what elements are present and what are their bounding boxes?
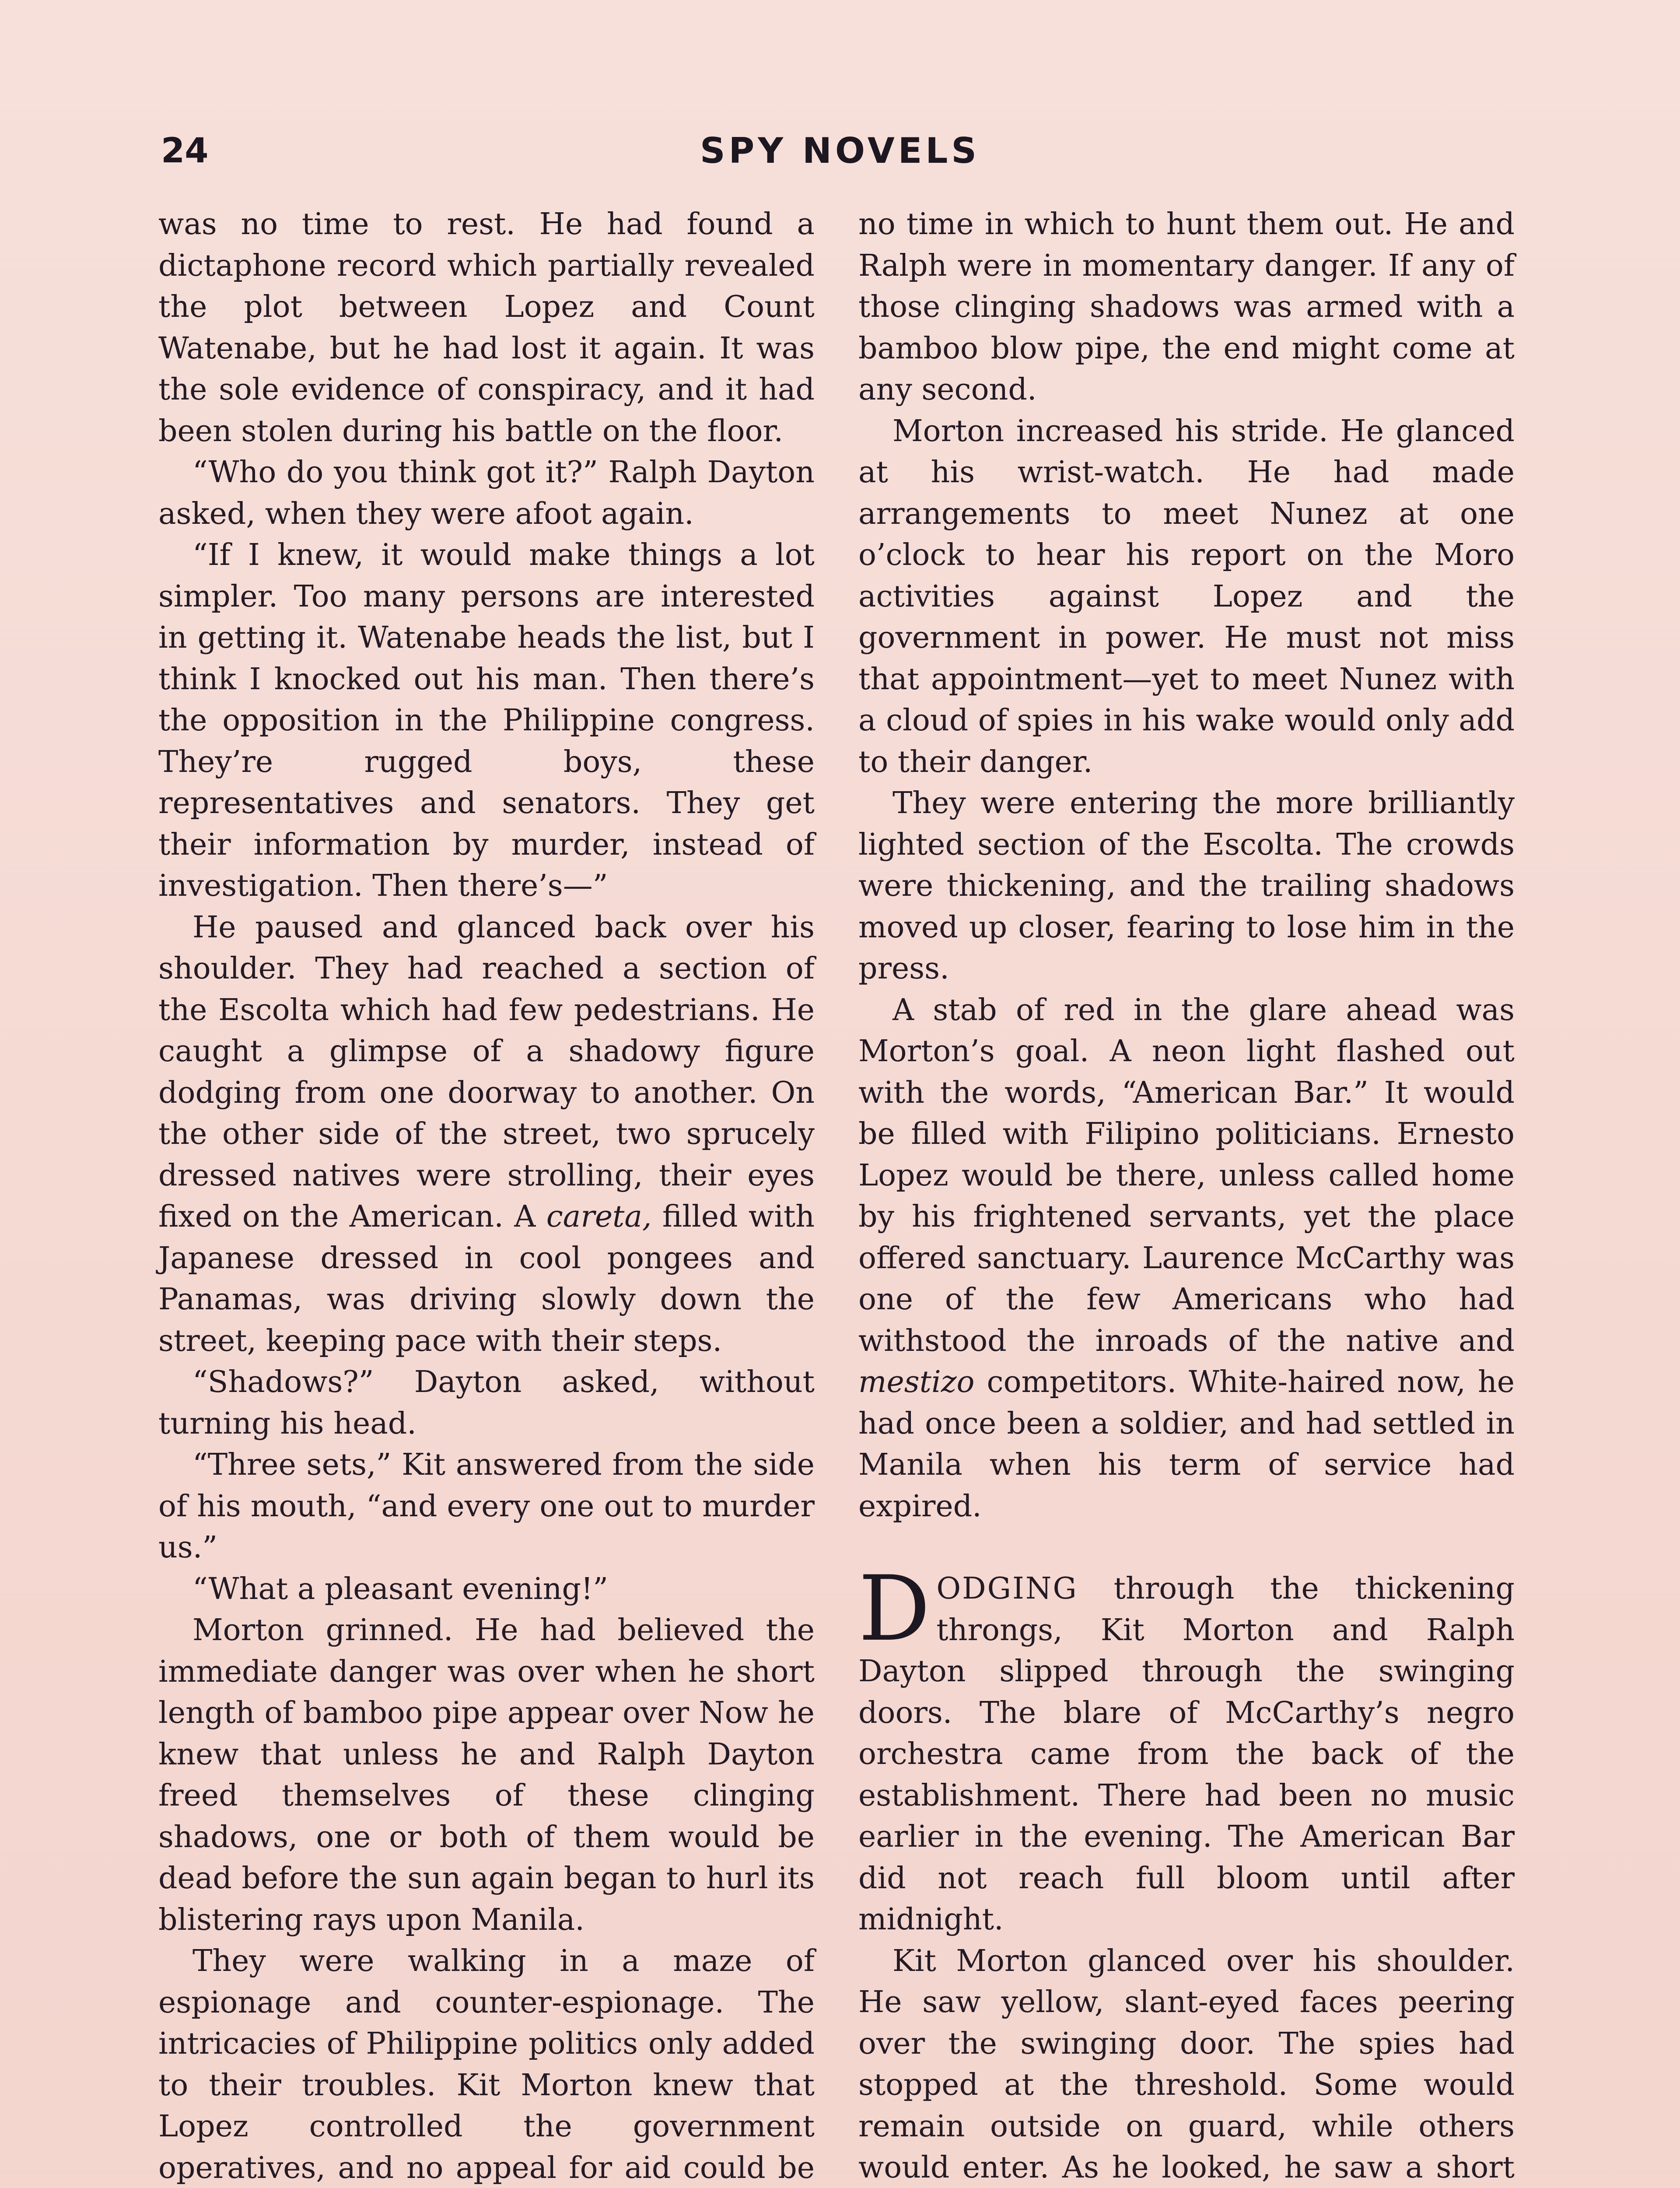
paragraph: “Who do you think got it?” Ralph Dayton asked, when they were afoot again. [158,455,815,531]
running-title: SPY NOVELS [700,130,980,171]
paragraph: “Three sets,” Kit answered from the side of his mouth, “and every one out to murder us.” [158,1448,815,1565]
paragraph-text: filled with Japanese dressed in cool pongees and Panamas, was driving slowly down the street, keeping pace with their steps. [158,1199,815,1358]
paragraph: They were walking in a maze of espionage and counter-espionage. The intricacies of Philippine politics only added to their troubles. Kit Morton knew that Lopez controlled the government operatives, and no appeal for aid could be [158,1944,815,2185]
lead-caps: ODGING [936,1571,1078,1606]
paragraph: “Shadows?” Dayton asked, without turning his head. [158,1365,815,1441]
paragraph-text: He paused and glanced back over his shoulder. They had reached a section of the Escolta which had few pedestrians. He caught a glimpse of a shadowy figure dodging from one doorway to another. On the other side of the street, two sprucely dressed natives were strolling, their eyes fixed on the American. A [158,910,815,1234]
paragraph-text: competitors. White-haired now, he had once been a soldier, and had settled in Manila when his term of service had expired. [858,1365,1515,1524]
paragraph [158,907,815,1362]
section-opening-paragraph [858,1557,1515,1941]
paragraph: no time in which to hunt them out. He and Ralph were in momentary danger. If any of those clinging shadows was armed with a bamboo blow pipe, the end might come at any second. [858,207,1515,407]
paragraph-text: through the thickening throngs, Kit Morton and Ralph Dayton slipped through the swinging doors. The blare of McCarthy’s negro orchestra came from the back of the establishment. There had been no music earlier in the evening. The American Bar did not reach full bloom until after midnight. [858,1571,1515,1937]
paragraph: Morton increased his stride. He glanced at his wrist-watch. He had made arrangements to meet Nunez at one o’clock to hear his report on the Moro activities against Lopez and the government in power. He must not miss that appointment—yet to meet Nunez with a cloud of spies in his wake would only add to their danger. [858,414,1515,779]
paragraph-text: A stab of red in the glare ahead was Morton’s goal. A neon light flashed out with the words, “American Bar.” It would be filled with Filipino politicians. Ernesto Lopez would be there, unless called home by his frightened servants, yet the place offered sanctuary. Laurence McCarthy was one of the few Americans who had withstood the inroads of the native and [858,992,1515,1358]
right-column [858,204,1515,2188]
italic-word: mestizo [858,1365,975,1399]
paragraph: was no time to rest. He had found a dictaphone record which partially revealed the plot between Lopez and Count Watenabe, but he had lost it again. It was the sole evidence of conspiracy, and it had been stolen during his battle on the floor. [158,207,815,449]
paragraph: Morton grinned. He had believed the immediate danger was over when he short length of bamboo pipe appear over Now he knew that unless he and Ralph Dayton freed themselves of these clinging shadows, one or both of them would be dead before the sun again began to hurl its blistering rays upon Manila. [158,1613,815,1937]
paragraph [858,990,1515,1528]
paragraph: They were entering the more brilliantly lighted section of the Escolta. The crowds were thickening, and the trailing shadows moved up closer, fearing to lose him in the press. [858,786,1515,986]
drop-cap: D [858,1557,931,1661]
paragraph: “If I knew, it would make things a lot simpler. Too many persons are interested in getting it. Watenabe heads the list, but I think I knocked out his man. Then there’s the opposition in the Philippine congress. They’re rugged boys, these representatives and senators. They get their information by murder, instead of investigation. Then there’s—” [158,538,815,903]
italic-word: careta, [546,1199,652,1234]
page-header [0,127,1680,175]
paragraph: “What a pleasant evening!” [192,1571,609,1606]
page-number: 24 [161,131,209,171]
paragraph: Kit Morton glanced over his shoulder. He saw yellow, slant-eyed faces peering over the swinging door. The spies had stopped at the threshold. Some would remain outside on guard, while others would enter. As he looked, he saw a short [858,1943,1515,2185]
left-column [158,204,815,2188]
